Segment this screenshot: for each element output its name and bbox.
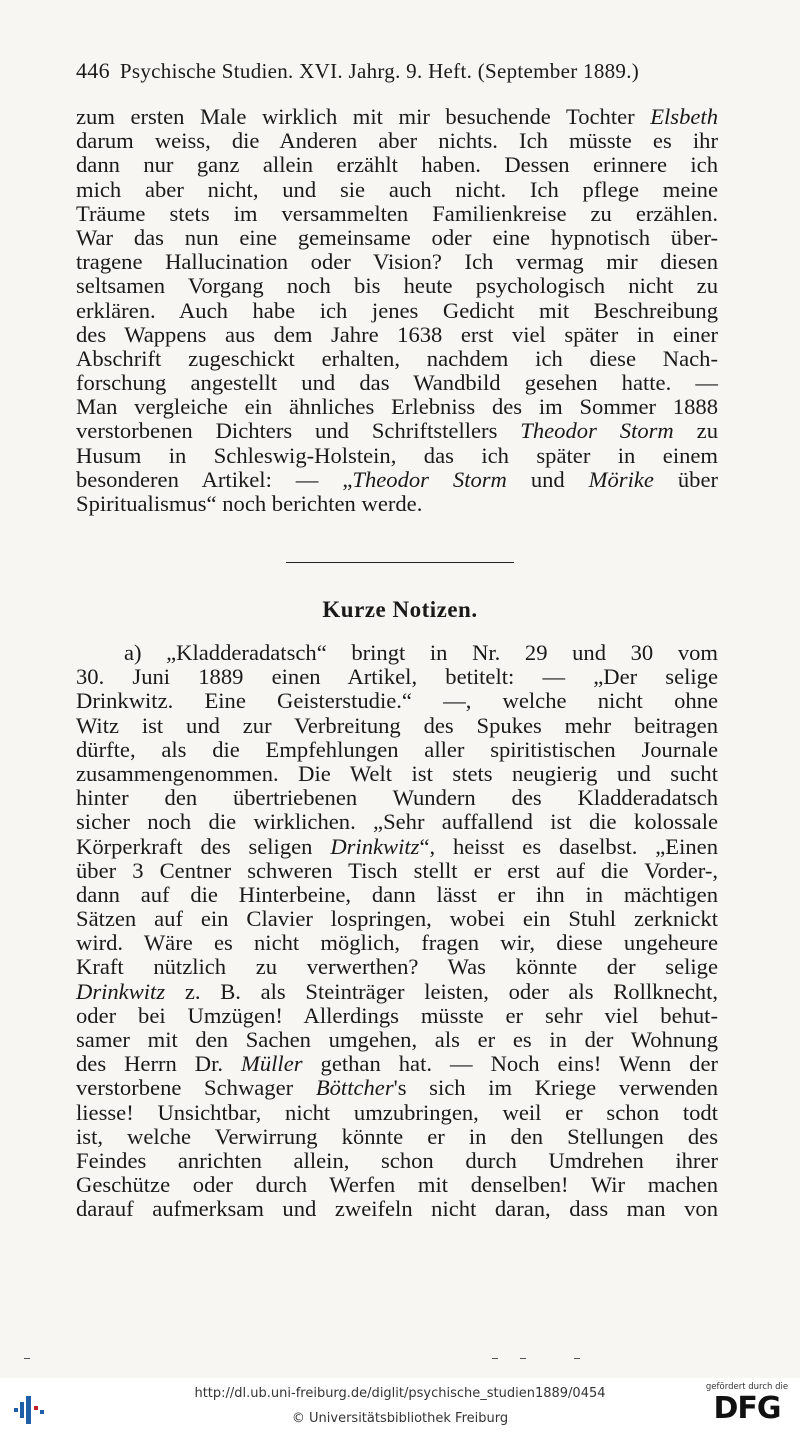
text-segment: Müller	[241, 1051, 303, 1077]
text-line	[76, 955, 718, 979]
text-segment: forschung angestellt und das Wandbild gesehen hatte. —	[76, 370, 718, 396]
running-title: Psychische Studien. XVI. Jahrg. 9. Heft. (September 1889.)	[119, 59, 640, 83]
text-line	[76, 931, 718, 955]
text-segment: Man vergleiche ein ähnliches Erlebniss des im Sommer 1888	[76, 394, 718, 420]
text-segment: über 3 Centner schweren Tisch stellt er erst auf die Vorder-,	[76, 857, 718, 883]
text-line	[76, 226, 718, 250]
section-divider	[286, 562, 514, 563]
text-line	[76, 762, 718, 786]
dfg-wordmark: DFG	[713, 1391, 781, 1426]
text-line	[76, 323, 718, 347]
text-segment: Drinkwitz	[330, 833, 420, 859]
copyright-notice: © Universitätsbibliothek Freiburg	[291, 1411, 509, 1426]
text-line	[76, 883, 718, 907]
text-segment: verstorbenen Dichters und Schriftstellers	[76, 418, 521, 444]
text-line	[76, 444, 718, 468]
text-line	[76, 1004, 718, 1028]
text-segment: Theodor Storm	[520, 418, 674, 444]
text-line	[76, 980, 718, 1004]
text-segment: zusammengenommen. Die Welt ist stets neugierig und sucht	[76, 760, 718, 786]
text-line	[76, 1173, 718, 1197]
text-segment: über	[653, 466, 718, 492]
text-segment: ist, welche Verwirrung könnte er in den Stellungen des	[76, 1123, 718, 1149]
text-segment: sicher noch die wirklichen. „Sehr auffallend ist die kolossale	[76, 809, 718, 835]
text-segment: des Wappens aus dem Jahre 1638 erst viel später in einer	[76, 321, 718, 347]
text-line	[76, 1052, 718, 1076]
text-line	[76, 250, 718, 274]
text-segment: dann auf die Hinterbeine, dann lässt er ihn in mächtigen	[76, 881, 718, 907]
text-line	[76, 468, 718, 492]
text-line	[76, 347, 718, 371]
text-line	[76, 907, 718, 931]
text-segment: darum weiss, die Anderen aber nichts. Ich müsste es ihr	[76, 128, 718, 154]
notice-paragraph	[76, 641, 718, 1222]
text-line	[76, 738, 718, 762]
text-line	[76, 1149, 718, 1173]
text-segment: Mörike	[588, 466, 654, 492]
paragraph-continuation	[76, 105, 718, 516]
text-segment: wird. Wäre es nicht möglich, fragen wir, diese ungeheure	[76, 930, 718, 956]
dfg-logo[interactable]	[704, 1382, 790, 1430]
text-segment: Abschrift zugeschickt erhalten, nachdem ich diese Nach-	[76, 345, 718, 371]
text-segment: 30. Juni 1889 einen Artikel, betitelt: — „Der selige	[76, 664, 718, 690]
text-segment: tragene Hallucination oder Vision? Ich vermag mir diesen	[76, 249, 718, 275]
text-segment: Feindes anrichten allein, schon durch Umdrehen ihrer	[76, 1147, 718, 1173]
text-line	[76, 1101, 718, 1125]
text-segment: dann nur ganz allein erzählt haben. Dessen erinnere ich	[76, 152, 718, 178]
text-segment: des Herrn Dr.	[76, 1051, 242, 1077]
text-segment: War das nun eine gemeinsame oder eine hypnotisch über-	[76, 224, 718, 250]
text-segment: liesse! Unsichtbar, nicht umzubringen, weil er schon todt	[76, 1099, 718, 1125]
section-heading: Kurze Notizen.	[322, 597, 478, 622]
text-segment: seltsamen Vorgang noch bis heute psychologisch nicht zu	[76, 273, 718, 299]
text-line	[76, 859, 718, 883]
text-line	[76, 810, 718, 834]
page-url-link[interactable]: http://dl.ub.uni-freiburg.de/diglit/psychische_studien1889/0454	[194, 1386, 606, 1401]
text-line	[76, 835, 718, 859]
text-segment: besonderen Artikel: — „	[76, 466, 353, 492]
text-line	[76, 1197, 718, 1221]
text-line	[76, 1076, 718, 1100]
text-segment: zu	[673, 418, 719, 444]
text-segment: und	[506, 466, 589, 492]
text-line	[76, 274, 718, 298]
viewer-footer	[0, 1378, 800, 1434]
text-line	[76, 371, 718, 395]
text-segment: zum ersten Male wirklich mit mir besuchende Tochter	[76, 104, 651, 129]
text-line	[76, 1028, 718, 1052]
text-segment: Körperkraft des seligen	[76, 833, 331, 859]
dfg-caption: gefördert durch die	[705, 1382, 789, 1392]
text-segment: erklären. Auch habe ich jenes Gedicht mit Beschreibung	[76, 297, 718, 323]
text-segment: oder bei Umzügen! Allerdings müsste er sehr viel behut-	[76, 1002, 718, 1028]
text-segment: Träume stets im versammelten Familienkreise zu erzählen.	[76, 200, 718, 226]
text-segment: Elsbeth	[650, 104, 718, 129]
text-segment: Spiritualismus“ noch berichten werde.	[76, 491, 423, 516]
text-segment: verstorbene Schwager	[76, 1075, 316, 1101]
text-segment: Theodor Storm	[352, 466, 507, 492]
text-segment: z. B. als Steinträger leisten, oder als Rollknecht,	[165, 978, 718, 1004]
text-line	[76, 202, 718, 226]
text-segment: Husum in Schleswig-Holstein, das ich später in einem	[76, 442, 718, 468]
text-segment: darauf aufmerksam und zweifeln nicht daran, dass man von	[76, 1196, 718, 1222]
text-segment: samer mit den Sachen umgehen, als er es in der Wohnung	[76, 1027, 718, 1052]
text-line	[76, 395, 718, 419]
text-segment: a) „Kladderadatsch“ bringt in Nr. 29 und 30 vom	[124, 640, 718, 665]
text-line	[76, 299, 718, 323]
text-segment: dürfte, als die Empfehlungen aller spiritistischen Journale	[76, 736, 718, 762]
page-number: 446	[76, 58, 110, 83]
text-segment: hinter den übertriebenen Wundern des Kladderadatsch	[76, 785, 718, 811]
page-edge-marks	[0, 1358, 800, 1368]
text-line	[76, 153, 718, 177]
text-segment: Witz ist und zur Verbreitung des Spukes mehr beitragen	[76, 712, 718, 738]
text-segment: mich aber nicht, und sie auch nicht. Ich pflege meine	[76, 176, 718, 202]
text-line	[76, 492, 718, 516]
text-segment: Sätzen auf ein Clavier lospringen, wobei ein Stuhl zerknickt	[76, 906, 718, 932]
text-segment: Kraft nützlich zu verwerthen? Was könnte der selige	[76, 954, 718, 980]
text-line	[76, 714, 718, 738]
text-segment: 's sich im Kriege verwenden	[393, 1075, 718, 1101]
text-line	[76, 105, 718, 129]
text-line	[76, 665, 718, 689]
text-segment: gethan hat. — Noch eins! Wenn der	[302, 1051, 718, 1077]
text-line	[76, 419, 718, 443]
text-segment: Drinkwitz. Eine Geisterstudie.“ —, welche nicht ohne	[76, 688, 718, 714]
text-line	[76, 641, 718, 665]
text-line	[76, 1125, 718, 1149]
text-line	[76, 178, 718, 202]
text-line	[76, 689, 718, 713]
text-segment: Böttcher	[315, 1075, 394, 1101]
text-line	[76, 786, 718, 810]
running-header	[76, 58, 718, 84]
text-segment: Drinkwitz	[76, 978, 166, 1004]
text-segment: Geschütze oder durch Werfen mit denselben! Wir machen	[76, 1172, 718, 1198]
text-line	[76, 129, 718, 153]
text-segment: “, heisst es daselbst. „Einen	[419, 833, 718, 859]
